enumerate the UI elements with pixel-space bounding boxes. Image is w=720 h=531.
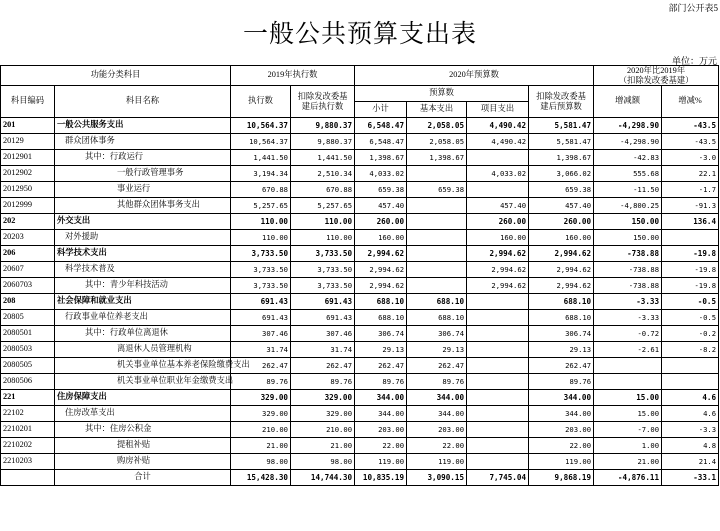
row-value: 4,033.02 bbox=[355, 166, 407, 182]
budget-table bbox=[0, 65, 719, 486]
row-value: 160.00 bbox=[529, 230, 594, 246]
row-value: 670.88 bbox=[291, 182, 355, 198]
row-value: 203.00 bbox=[355, 422, 407, 438]
row-name: 机关事业单位职业年金缴费支出 bbox=[55, 374, 231, 390]
row-value bbox=[407, 230, 467, 246]
row-value: 29.13 bbox=[407, 342, 467, 358]
row-value: 691.43 bbox=[231, 310, 291, 326]
row-value: -3.0 bbox=[662, 150, 719, 166]
row-value: 29.13 bbox=[529, 342, 594, 358]
page-title: 一般公共预算支出表 bbox=[242, 21, 477, 48]
row-value: 1,398.67 bbox=[529, 150, 594, 166]
table-row bbox=[1, 326, 719, 342]
row-value: 306.74 bbox=[355, 326, 407, 342]
row-value: -43.5 bbox=[662, 118, 719, 134]
row-value: 4.6 bbox=[662, 390, 719, 406]
row-code: 202 bbox=[1, 214, 55, 230]
total-row bbox=[1, 470, 719, 486]
row-value: 260.00 bbox=[355, 214, 407, 230]
row-value: 691.43 bbox=[291, 294, 355, 310]
table-row bbox=[1, 406, 719, 422]
row-value bbox=[662, 230, 719, 246]
row-value: 110.00 bbox=[231, 214, 291, 230]
row-value bbox=[662, 358, 719, 374]
row-code: 2012999 bbox=[1, 198, 55, 214]
total-label: 合计 bbox=[55, 470, 231, 486]
row-value: 119.00 bbox=[529, 454, 594, 470]
row-value: -3.3 bbox=[662, 422, 719, 438]
row-code: 2080505 bbox=[1, 358, 55, 374]
header-diff-pct: 增减% bbox=[662, 86, 719, 118]
row-value: 21.00 bbox=[231, 438, 291, 454]
row-value: 98.00 bbox=[231, 454, 291, 470]
row-value: 4,490.42 bbox=[467, 134, 529, 150]
row-value: -3.33 bbox=[594, 310, 662, 326]
row-value: 307.46 bbox=[291, 326, 355, 342]
table-row bbox=[1, 134, 719, 150]
row-value: 4.8 bbox=[662, 438, 719, 454]
row-name: 其他群众团体事务支出 bbox=[55, 198, 231, 214]
row-value: 3,733.50 bbox=[291, 262, 355, 278]
row-value: 31.74 bbox=[291, 342, 355, 358]
row-value: 329.00 bbox=[291, 406, 355, 422]
row-value: 21.00 bbox=[594, 454, 662, 470]
table-row bbox=[1, 198, 719, 214]
row-value: 5,581.47 bbox=[529, 118, 594, 134]
table-row bbox=[1, 342, 719, 358]
table-row bbox=[1, 278, 719, 294]
row-name: 科学技术普及 bbox=[55, 262, 231, 278]
row-value: 555.68 bbox=[594, 166, 662, 182]
row-value: 21.00 bbox=[291, 438, 355, 454]
row-name: 其中：行政单位离退休 bbox=[55, 326, 231, 342]
row-value: 10,564.37 bbox=[231, 134, 291, 150]
row-value: 1,398.67 bbox=[407, 150, 467, 166]
row-code: 2012901 bbox=[1, 150, 55, 166]
row-value: -4,298.90 bbox=[594, 118, 662, 134]
row-code: 2080503 bbox=[1, 342, 55, 358]
table-row bbox=[1, 438, 719, 454]
row-code: 20805 bbox=[1, 310, 55, 326]
table-row bbox=[1, 454, 719, 470]
row-value bbox=[467, 358, 529, 374]
row-value: 2,994.62 bbox=[355, 262, 407, 278]
row-value: 110.00 bbox=[231, 230, 291, 246]
row-name: 离退休人员管理机构 bbox=[55, 342, 231, 358]
row-value bbox=[662, 374, 719, 390]
row-code: 2060703 bbox=[1, 278, 55, 294]
row-code: 2080501 bbox=[1, 326, 55, 342]
row-value: 160.00 bbox=[355, 230, 407, 246]
table-row bbox=[1, 166, 719, 182]
row-value bbox=[467, 438, 529, 454]
row-value: -11.50 bbox=[594, 182, 662, 198]
row-code: 2012950 bbox=[1, 182, 55, 198]
row-value: 457.40 bbox=[529, 198, 594, 214]
row-value: 2,994.62 bbox=[529, 246, 594, 262]
row-value: 659.38 bbox=[407, 182, 467, 198]
table-row bbox=[1, 182, 719, 198]
row-value bbox=[467, 294, 529, 310]
row-value: -4,800.25 bbox=[594, 198, 662, 214]
row-value: -0.5 bbox=[662, 310, 719, 326]
table-row bbox=[1, 294, 719, 310]
row-value: 5,257.65 bbox=[231, 198, 291, 214]
row-name: 其中：行政运行 bbox=[55, 150, 231, 166]
row-value bbox=[467, 406, 529, 422]
row-value: 3,066.02 bbox=[529, 166, 594, 182]
row-value: -19.8 bbox=[662, 246, 719, 262]
row-value: 329.00 bbox=[231, 390, 291, 406]
row-value: 210.00 bbox=[291, 422, 355, 438]
row-value bbox=[467, 326, 529, 342]
row-value: 2,994.62 bbox=[355, 278, 407, 294]
row-value: 119.00 bbox=[407, 454, 467, 470]
row-value: 136.4 bbox=[662, 214, 719, 230]
header-subtotal: 小计 bbox=[355, 102, 407, 118]
row-value: -7.00 bbox=[594, 422, 662, 438]
row-name: 机关事业单位基本养老保险缴费支出 bbox=[55, 358, 231, 374]
total-value: 15,428.30 bbox=[231, 470, 291, 486]
table-row bbox=[1, 230, 719, 246]
row-name: 群众团体事务 bbox=[55, 134, 231, 150]
row-value: 2,994.62 bbox=[355, 246, 407, 262]
row-value bbox=[407, 198, 467, 214]
row-value bbox=[594, 374, 662, 390]
row-value bbox=[467, 310, 529, 326]
row-code: 201 bbox=[1, 118, 55, 134]
header-diff: 增减额 bbox=[594, 86, 662, 118]
row-value bbox=[407, 278, 467, 294]
row-value: 344.00 bbox=[529, 390, 594, 406]
row-value: 457.40 bbox=[467, 198, 529, 214]
row-value: 344.00 bbox=[355, 390, 407, 406]
row-value: -1.7 bbox=[662, 182, 719, 198]
row-value: 203.00 bbox=[407, 422, 467, 438]
row-value: 688.10 bbox=[529, 310, 594, 326]
row-code: 20129 bbox=[1, 134, 55, 150]
row-value: 160.00 bbox=[467, 230, 529, 246]
row-code: 20607 bbox=[1, 262, 55, 278]
row-value: 22.1 bbox=[662, 166, 719, 182]
row-value bbox=[594, 358, 662, 374]
total-value: -33.1 bbox=[662, 470, 719, 486]
unit-label: 单位：万元 bbox=[671, 56, 717, 66]
row-value: -91.3 bbox=[662, 198, 719, 214]
table-row bbox=[1, 262, 719, 278]
row-value: 670.88 bbox=[231, 182, 291, 198]
row-value: 6,548.47 bbox=[355, 118, 407, 134]
row-value: 262.47 bbox=[291, 358, 355, 374]
row-value: 344.00 bbox=[355, 406, 407, 422]
row-value bbox=[467, 150, 529, 166]
table-row bbox=[1, 422, 719, 438]
row-code: 2210202 bbox=[1, 438, 55, 454]
row-code: 221 bbox=[1, 390, 55, 406]
row-value: 260.00 bbox=[529, 214, 594, 230]
row-value: 98.00 bbox=[291, 454, 355, 470]
row-value: 31.74 bbox=[231, 342, 291, 358]
row-name: 对外援助 bbox=[55, 230, 231, 246]
row-value: 150.00 bbox=[594, 214, 662, 230]
row-value: 2,994.62 bbox=[529, 278, 594, 294]
row-value: 262.47 bbox=[231, 358, 291, 374]
row-value: -19.8 bbox=[662, 278, 719, 294]
row-value: 3,733.50 bbox=[231, 262, 291, 278]
row-value: 4,033.02 bbox=[467, 166, 529, 182]
total-code-cell bbox=[1, 470, 55, 486]
row-name: 社会保障和就业支出 bbox=[55, 294, 231, 310]
header-project: 项目支出 bbox=[467, 102, 529, 118]
row-value bbox=[467, 182, 529, 198]
row-value: 457.40 bbox=[355, 198, 407, 214]
table-number-label: 部门公开表5 bbox=[668, 3, 718, 13]
row-value: 203.00 bbox=[529, 422, 594, 438]
row-value: 329.00 bbox=[231, 406, 291, 422]
row-code: 20203 bbox=[1, 230, 55, 246]
table-row bbox=[1, 214, 719, 230]
row-name: 科学技术支出 bbox=[55, 246, 231, 262]
row-name: 其中：青少年科技活动 bbox=[55, 278, 231, 294]
header-exec: 执行数 bbox=[231, 86, 291, 118]
total-value: 10,835.19 bbox=[355, 470, 407, 486]
table-row bbox=[1, 150, 719, 166]
header-exec-adj: 扣除发改委基 建后执行数 bbox=[291, 86, 355, 118]
row-value: 688.10 bbox=[355, 294, 407, 310]
table-row bbox=[1, 390, 719, 406]
row-name: 事业运行 bbox=[55, 182, 231, 198]
total-value: 14,744.30 bbox=[291, 470, 355, 486]
row-value: 3,733.50 bbox=[291, 246, 355, 262]
row-value: 3,733.50 bbox=[291, 278, 355, 294]
row-value: 2,994.62 bbox=[467, 262, 529, 278]
table-row bbox=[1, 246, 719, 262]
row-value: -0.5 bbox=[662, 294, 719, 310]
row-value: 210.00 bbox=[231, 422, 291, 438]
header-budget-adj: 扣除发改委基 建后预算数 bbox=[529, 86, 594, 118]
row-value: -0.2 bbox=[662, 326, 719, 342]
row-value: 344.00 bbox=[407, 406, 467, 422]
row-value: 9,880.37 bbox=[291, 134, 355, 150]
row-value: 306.74 bbox=[529, 326, 594, 342]
row-value: 688.10 bbox=[407, 294, 467, 310]
header-budget-2020: 2020年预算数 bbox=[355, 66, 594, 86]
row-value: 119.00 bbox=[355, 454, 407, 470]
row-value: 691.43 bbox=[231, 294, 291, 310]
row-value: 110.00 bbox=[291, 230, 355, 246]
row-value: 4,490.42 bbox=[467, 118, 529, 134]
row-value: 21.4 bbox=[662, 454, 719, 470]
header-compare: 2020年比2019年 （扣除发改委基建） bbox=[594, 66, 719, 86]
total-value: 3,090.15 bbox=[407, 470, 467, 486]
row-value bbox=[407, 262, 467, 278]
table-row bbox=[1, 310, 719, 326]
row-value: 688.10 bbox=[529, 294, 594, 310]
row-value bbox=[407, 246, 467, 262]
row-value: -3.33 bbox=[594, 294, 662, 310]
row-name: 行政事业单位养老支出 bbox=[55, 310, 231, 326]
row-value: 9,880.37 bbox=[291, 118, 355, 134]
row-value: 29.13 bbox=[355, 342, 407, 358]
row-name: 购房补贴 bbox=[55, 454, 231, 470]
row-value: 659.38 bbox=[529, 182, 594, 198]
row-value: 688.10 bbox=[355, 310, 407, 326]
row-name: 一般行政管理事务 bbox=[55, 166, 231, 182]
total-value: -4,876.11 bbox=[594, 470, 662, 486]
row-name: 住房改革支出 bbox=[55, 406, 231, 422]
row-code: 206 bbox=[1, 246, 55, 262]
row-value: 3,733.50 bbox=[231, 278, 291, 294]
row-value bbox=[467, 454, 529, 470]
row-value: 1,441.50 bbox=[291, 150, 355, 166]
row-code: 2210201 bbox=[1, 422, 55, 438]
row-value: -19.8 bbox=[662, 262, 719, 278]
row-value: -43.5 bbox=[662, 134, 719, 150]
row-value bbox=[467, 342, 529, 358]
row-value: 306.74 bbox=[407, 326, 467, 342]
row-code: 2080506 bbox=[1, 374, 55, 390]
row-value bbox=[467, 390, 529, 406]
row-code: 208 bbox=[1, 294, 55, 310]
row-value bbox=[467, 374, 529, 390]
row-code: 2012902 bbox=[1, 166, 55, 182]
row-value: 5,257.65 bbox=[291, 198, 355, 214]
row-value: 2,058.05 bbox=[407, 134, 467, 150]
row-value bbox=[407, 166, 467, 182]
row-value: 329.00 bbox=[291, 390, 355, 406]
row-value: 344.00 bbox=[529, 406, 594, 422]
row-value: 89.76 bbox=[407, 374, 467, 390]
row-value: 691.43 bbox=[291, 310, 355, 326]
header-func-class: 功能分类科目 bbox=[1, 66, 231, 86]
row-value: 2,510.34 bbox=[291, 166, 355, 182]
header-budget: 预算数 bbox=[355, 86, 529, 102]
row-value: 260.00 bbox=[467, 214, 529, 230]
row-value: 6,548.47 bbox=[355, 134, 407, 150]
row-value: 2,994.62 bbox=[467, 278, 529, 294]
row-value: -0.72 bbox=[594, 326, 662, 342]
row-value bbox=[467, 422, 529, 438]
row-value: -4,298.90 bbox=[594, 134, 662, 150]
total-value: 7,745.04 bbox=[467, 470, 529, 486]
row-value: -738.88 bbox=[594, 246, 662, 262]
row-value: -738.88 bbox=[594, 278, 662, 294]
row-value: 4.6 bbox=[662, 406, 719, 422]
row-value: 22.00 bbox=[529, 438, 594, 454]
table-body bbox=[1, 118, 719, 486]
table-row bbox=[1, 358, 719, 374]
row-value: 659.38 bbox=[355, 182, 407, 198]
row-value: 262.47 bbox=[355, 358, 407, 374]
row-value: 3,194.34 bbox=[231, 166, 291, 182]
header-name: 科目名称 bbox=[55, 86, 231, 118]
row-value: 89.76 bbox=[355, 374, 407, 390]
row-value: 2,994.62 bbox=[529, 262, 594, 278]
table-row bbox=[1, 374, 719, 390]
row-value: 15.00 bbox=[594, 406, 662, 422]
row-code: 22102 bbox=[1, 406, 55, 422]
row-value: 15.00 bbox=[594, 390, 662, 406]
row-value: -42.83 bbox=[594, 150, 662, 166]
row-value: 1,398.67 bbox=[355, 150, 407, 166]
row-value: 5,581.47 bbox=[529, 134, 594, 150]
row-value: 307.46 bbox=[231, 326, 291, 342]
row-value: 344.00 bbox=[407, 390, 467, 406]
row-value: 2,058.05 bbox=[407, 118, 467, 134]
row-value: 2,994.62 bbox=[467, 246, 529, 262]
header-code: 科目编码 bbox=[1, 86, 55, 118]
row-value: 1.00 bbox=[594, 438, 662, 454]
row-name: 其中：住房公积金 bbox=[55, 422, 231, 438]
row-value: 89.76 bbox=[231, 374, 291, 390]
table-row bbox=[1, 118, 719, 134]
header-exec-2019: 2019年执行数 bbox=[231, 66, 355, 86]
row-value: 262.47 bbox=[529, 358, 594, 374]
total-value: 9,868.19 bbox=[529, 470, 594, 486]
row-value bbox=[407, 214, 467, 230]
row-value: 89.76 bbox=[529, 374, 594, 390]
row-value: 89.76 bbox=[291, 374, 355, 390]
row-value: 22.00 bbox=[355, 438, 407, 454]
row-name: 住房保障支出 bbox=[55, 390, 231, 406]
row-value: 110.00 bbox=[291, 214, 355, 230]
row-value: -8.2 bbox=[662, 342, 719, 358]
row-value: 10,564.37 bbox=[231, 118, 291, 134]
row-value: -2.61 bbox=[594, 342, 662, 358]
row-value: 262.47 bbox=[407, 358, 467, 374]
row-name: 一般公共服务支出 bbox=[55, 118, 231, 134]
header-basic: 基本支出 bbox=[407, 102, 467, 118]
row-value: 22.00 bbox=[407, 438, 467, 454]
row-code: 2210203 bbox=[1, 454, 55, 470]
row-name: 提租补贴 bbox=[55, 438, 231, 454]
row-value: 3,733.50 bbox=[231, 246, 291, 262]
row-name: 外交支出 bbox=[55, 214, 231, 230]
row-value: 1,441.50 bbox=[231, 150, 291, 166]
row-value: 688.10 bbox=[407, 310, 467, 326]
row-value: -738.88 bbox=[594, 262, 662, 278]
row-value: 150.00 bbox=[594, 230, 662, 246]
